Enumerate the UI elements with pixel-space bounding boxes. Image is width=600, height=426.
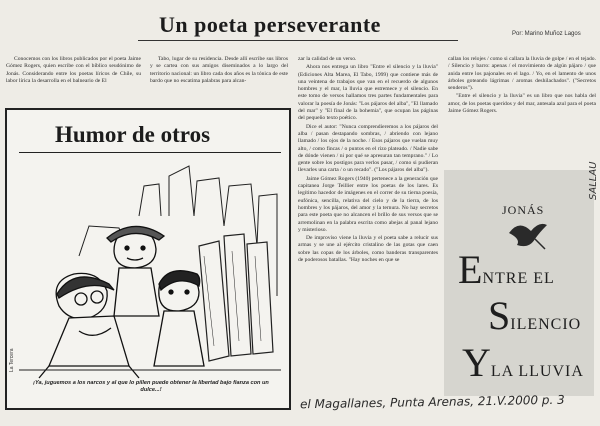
cartoon-panel: [5, 108, 291, 410]
cartoon-title: Humor de otros: [55, 122, 211, 147]
article-column-2: [150, 56, 288, 104]
cartoon-caption: ¡Ya, juguemos a los narcos y al que lo pillen puede obtener la libertad bajo fianza con un dulce...!: [33, 380, 269, 393]
paragraph: De improviso viene la lluvia y el poeta sabe a relucir sus armas y se une al ejército cristalino de las gotas que caen sobre las copas de los árboles, como banderas transparentes de poderosos batallas. "Hay noches en que se: [298, 235, 438, 264]
article-column-1: [6, 56, 141, 104]
paragraph: "Entre el silencio y la lluvia" es un libro que nos habla del amor, de los poetas queridos y del mar, antesala azul para el poeta Jaime Gómez Rogers.: [448, 93, 596, 115]
handwritten-side-note: SALLAU: [588, 161, 599, 200]
article-byline: Por: Marino Muñoz Lagos: [512, 31, 581, 37]
drop-cap: Y: [462, 340, 491, 385]
paragraph: Tabo, lugar de su residencia. Desde allí escribe sus libros y se cartea con sus amigos diseminados a lo largo del territorio nacional: un libro cada dos años es la tónica de este bardo que no escatima palabras para alcan-: [150, 56, 288, 84]
book-author: JONÁS: [502, 203, 545, 217]
book-title-text: LA LLUVIA: [490, 363, 584, 380]
book-title-line-2: [488, 293, 582, 338]
paragraph: Dice el autor: "Nunca comprendieremos a los pájaros del alba / pasan destapando sombras, / abriendo con lejano llamado / los ojos de la noche. / Esos pájaros que vuelan muy alto, / como fincas / o puntos en el rizo plateado. / Nadie sabe de dónde vienen / ni por qué se apresuran tan temprano." / Lo gente sobre los postigos para verlos pasar, / como si pudieran llevarles una carta / o un recado". ("Los pájaros del alba").: [298, 123, 438, 174]
title-rule: [138, 40, 458, 41]
book-title-text: NTRE EL: [482, 270, 555, 287]
drop-cap: S: [488, 293, 511, 338]
paragraph: Ahora nos entrega un libro "Entre el silencio y la lluvia" (Ediciones Alta Marea, El Tabo, 1999) que contiene más de una veintena de trabajos que van en el recuerdo de algunos hombres y el mar, la lluvia que estremece y el silencio. En este tomo de versos hallamos tres partes fundamentales para valorar la poesía de Jonás: "Los pájaros del alba", "El llamado del mar" y "El final de la bohemia", que ocupan las páginas del pequeño texto poético.: [298, 64, 438, 122]
paragraph: zar la calidad de un verso.: [298, 56, 357, 62]
paragraph: Conocemos con los libros publicados por el poeta Jaime Gómez Rogers, quien escribe con el bíblico seudónimo de Jonás. Considerando entre los poetas líricos de Chile, su labor lírica la desarrolla en el balneario de El: [6, 56, 141, 84]
cartoon-credit: La Tercera: [9, 348, 15, 372]
bird-illustration: [505, 215, 551, 255]
book-title-line-3: [462, 340, 584, 385]
article-column-3: [298, 56, 438, 411]
handwritten-source-note: el Magallanes, Punta Arenas, 21.V.2000 p. 3: [299, 392, 565, 412]
article-column-4: [448, 56, 596, 168]
drop-cap: E: [458, 247, 483, 292]
cartoon-illustration: [19, 156, 281, 380]
book-title-text: ILENCIO: [510, 316, 582, 333]
paragraph: callan los relojes / como si callara la lluvia de golpe / en el tejado. / Silencio y barro: apenas / el movimiento de algún pájaro / que anida entre los pajonales en el lago. / Yo, en el lamento de unos árboles goteando lágrimas / aromas deshilachados". ("Secretos senderos").: [448, 56, 596, 92]
cartoon-rule: [19, 152, 281, 153]
article-title: Un poeta perseverante: [159, 12, 381, 37]
paragraph: Jaime Gómez Rogers (1940) pertenece a la generación que capitanea Jorge Teillier entre los poetas de los lares. Es legítimo hacedor de imágenes en el correr de su tierna poesía, eufónica, sencilla, relativa del cielo y de la tierra, de los hombres y los pájaros, del amor y la ternura. No hay secretos para este poeta que no alcancen el brillo de sus versos que se arremolinan en la palabra escrita como abejas al panal lejano y misterioso.: [298, 175, 438, 233]
book-title-line-1: [458, 247, 555, 292]
